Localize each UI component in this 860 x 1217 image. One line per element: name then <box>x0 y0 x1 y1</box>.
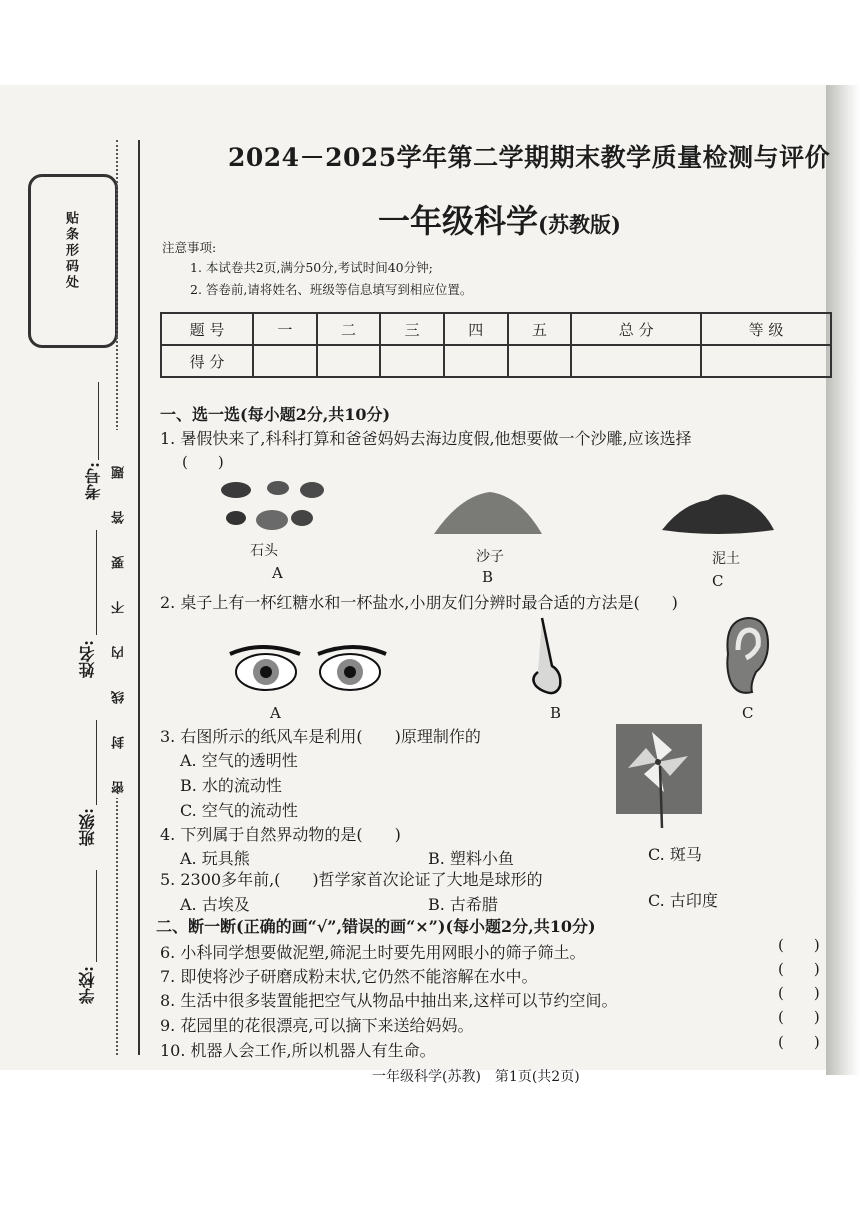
stone-shape <box>226 511 246 525</box>
stone-shape <box>291 510 313 526</box>
section1-heading: 一、选一选(每小题2分,共10分) <box>160 405 391 424</box>
pinwheel-image <box>616 724 702 830</box>
q5-option-a[interactable]: A. 古埃及 <box>180 895 250 914</box>
score-col-4: 四 <box>444 313 508 345</box>
edition-label: (苏教版) <box>538 212 621 237</box>
score-cell[interactable] <box>571 345 701 377</box>
score-col-5: 五 <box>508 313 572 345</box>
score-cell[interactable] <box>508 345 572 377</box>
score-cell[interactable] <box>317 345 381 377</box>
seal-notice: 密封线内不要答题 <box>110 430 129 798</box>
q5-option-b[interactable]: B. 古希腊 <box>428 895 498 914</box>
q1-option-a-label: 石头 <box>250 543 278 559</box>
stone-shape <box>256 510 288 530</box>
school-field[interactable] <box>96 870 97 962</box>
soil-pile-shape <box>662 494 774 534</box>
tf-answer-10[interactable]: ( ) <box>778 1033 820 1051</box>
class-label: 班级: <box>78 808 97 846</box>
soil-image <box>658 486 778 538</box>
q4-option-a[interactable]: A. 玩具熊 <box>180 849 250 868</box>
score-col-3: 三 <box>380 313 444 345</box>
stones-image <box>214 478 326 534</box>
q1-option-b-label: 沙子 <box>476 549 504 565</box>
q1-option-b-letter[interactable]: B <box>482 568 494 586</box>
stone-shape <box>221 482 251 498</box>
score-cell[interactable] <box>253 345 317 377</box>
score-col-grade: 等 级 <box>701 313 831 345</box>
name-label: 姓名: <box>78 640 97 678</box>
school-label: 学校: <box>78 966 97 1004</box>
stone-shape <box>300 482 324 498</box>
sand-pile-shape <box>434 492 542 534</box>
exam-no-label: 考号: <box>84 462 103 500</box>
q1-option-c-letter[interactable]: C <box>712 572 724 590</box>
tf-item-8: 8. 生活中很多装置能把空气从物品中抽出来,这样可以节约空间。 <box>160 991 618 1010</box>
tf-item-7: 7. 即使将沙子研磨成粉末状,它仍然不能溶解在水中。 <box>160 967 538 986</box>
score-table-score-row <box>161 345 831 377</box>
q5-option-c[interactable]: C. 古印度 <box>648 891 718 910</box>
q1-option-c-label: 泥土 <box>712 551 740 567</box>
stone-shape <box>267 481 289 495</box>
page-edge-shadow <box>826 85 860 1075</box>
q3-option-c[interactable]: C. 空气的流动性 <box>180 801 298 820</box>
exam-title: 2024－2025学年第二学期期末教学质量检测与评价 <box>228 143 831 172</box>
page-footer: 一年级科学(苏教) 第1页(共2页) <box>372 1069 580 1085</box>
subject-title <box>378 196 621 242</box>
tf-item-9: 9. 花园里的花很漂亮,可以摘下来送给妈妈。 <box>160 1016 474 1035</box>
binding-line <box>138 140 140 1055</box>
q2-text: 2. 桌子上有一杯红糖水和一杯盐水,小朋友们分辨时最合适的方法是( ) <box>160 593 678 612</box>
notice-heading: 注意事项: <box>162 240 217 255</box>
q3-option-b[interactable]: B. 水的流动性 <box>180 776 282 795</box>
tf-answer-7[interactable]: ( ) <box>778 960 820 978</box>
q1-option-a-letter[interactable]: A <box>272 564 283 582</box>
barcode-area <box>28 174 118 348</box>
q4-option-c[interactable]: C. 斑马 <box>648 845 702 864</box>
subject-name: 一年级科学 <box>378 202 539 240</box>
q2-option-a-letter[interactable]: A <box>270 704 281 722</box>
score-table-row2-header: 得 分 <box>161 345 253 377</box>
tf-answer-6[interactable]: ( ) <box>778 936 820 954</box>
exam-no-field[interactable] <box>98 382 99 460</box>
score-cell[interactable] <box>701 345 831 377</box>
tf-answer-8[interactable]: ( ) <box>778 984 820 1002</box>
notice-item-1: 1. 本试卷共2页,满分50分,考试时间40分钟; <box>190 260 433 275</box>
section2-heading: 二、断一断(正确的画“√”,错误的画“×”)(每小题2分,共10分) <box>156 917 596 936</box>
score-cell[interactable] <box>380 345 444 377</box>
eyes-icon <box>226 642 390 698</box>
q3-option-a[interactable]: A. 空气的透明性 <box>180 751 298 770</box>
q5-text: 5. 2300多年前,( )哲学家首次论证了大地是球形的 <box>160 870 543 889</box>
class-field[interactable] <box>96 720 97 805</box>
score-table <box>160 312 832 378</box>
barcode-label: 贴条形码处 <box>63 211 78 291</box>
score-table-row1-header: 题 号 <box>161 313 253 345</box>
tf-answer-9[interactable]: ( ) <box>778 1008 820 1026</box>
q2-option-c-letter[interactable]: C <box>742 704 754 722</box>
tf-item-10: 10. 机器人会工作,所以机器人有生命。 <box>160 1041 436 1060</box>
q4-text: 4. 下列属于自然界动物的是( ) <box>160 825 401 844</box>
q1-answer-paren[interactable]: ( ) <box>182 453 224 471</box>
score-table-header-row <box>161 313 831 345</box>
q1-text: 1. 暑假快来了,科科打算和爸爸妈妈去海边度假,他想要做一个沙雕,应该选择 <box>160 429 692 448</box>
score-col-2: 二 <box>317 313 381 345</box>
score-col-total: 总 分 <box>571 313 701 345</box>
q4-option-b[interactable]: B. 塑料小鱼 <box>428 849 514 868</box>
q2-option-b-letter[interactable]: B <box>550 704 562 722</box>
score-col-1: 一 <box>253 313 317 345</box>
score-cell[interactable] <box>444 345 508 377</box>
q3-text: 3. 右图所示的纸风车是利用( )原理制作的 <box>160 727 481 746</box>
name-field[interactable] <box>96 530 97 635</box>
notice-item-2: 2. 答卷前,请将姓名、班级等信息填写到相应位置。 <box>190 282 473 297</box>
ear-icon <box>716 614 772 698</box>
nose-icon <box>526 616 576 700</box>
sand-image <box>430 486 546 538</box>
tf-item-6: 6. 小科同学想要做泥塑,筛泥土时要先用网眼小的筛子筛土。 <box>160 943 586 962</box>
